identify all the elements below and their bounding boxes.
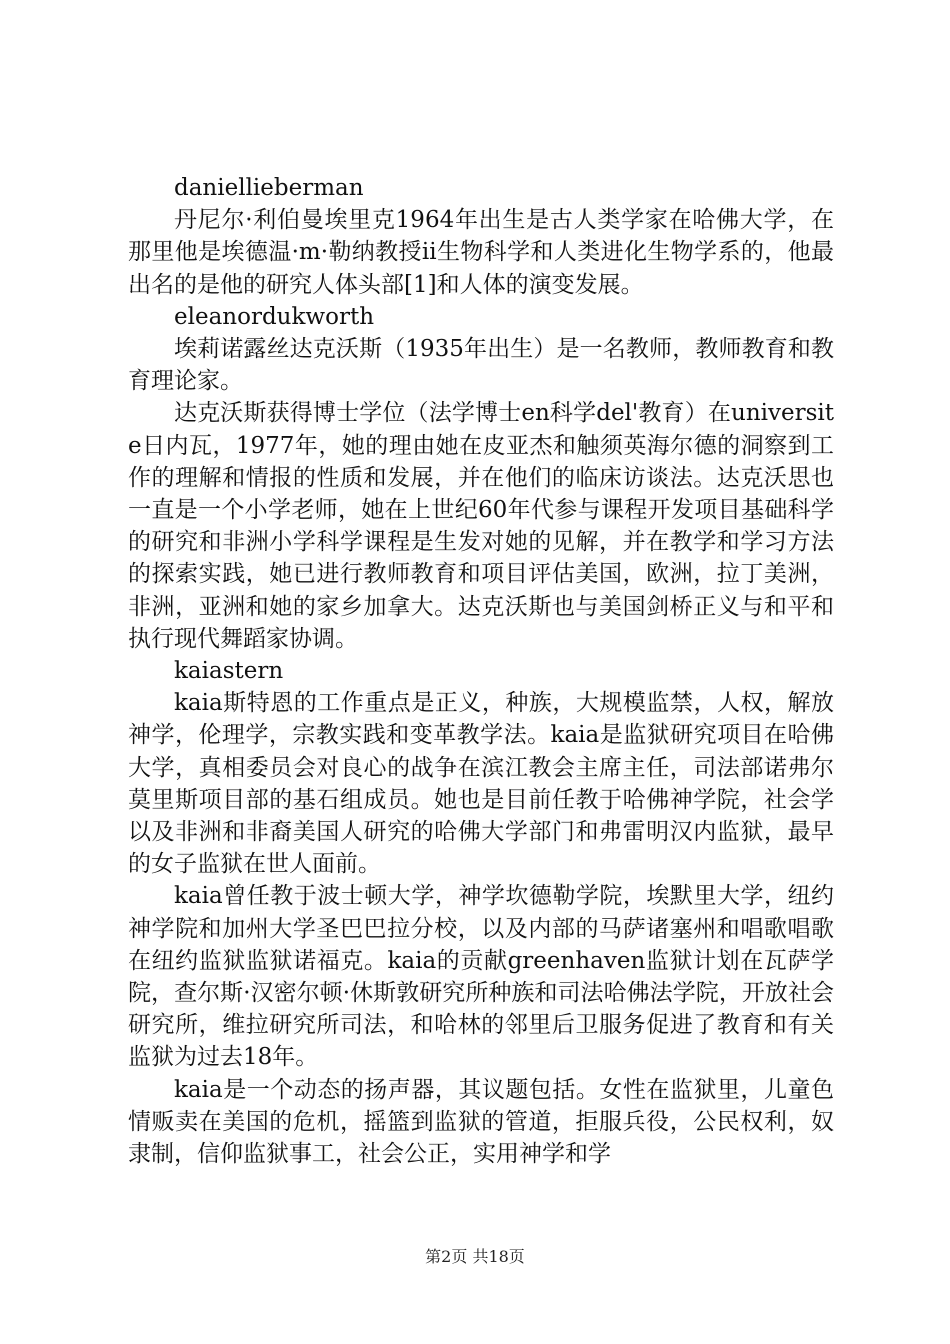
body-paragraph: kaia斯特恩的工作重点是正义，种族，大规模监禁，人权，解放神学，伦理学，宗教实践和变革教学法。kaia是监狱研究项目在哈佛大学，真相委员会对良心的战争在滨江教会主席主任，司法部诺弗尔莫里斯项目部的基石组成员。她也是目前任教于哈佛神学院，社会学以及非洲和非裔美国人研究的哈佛大学部门和弗雷明汉内监狱，最早的女子监狱在世人面前。 (128, 690, 834, 878)
page-number: 第2页 共18页 (425, 1247, 525, 1266)
section-heading: daniellieberman (174, 175, 364, 201)
body-paragraph: kaia是一个动态的扬声器，其议题包括。女性在监狱里，儿童色情贩卖在美国的危机，摇篮到监狱的管道，拒服兵役，公民权利，奴隶制，信仰监狱事工，社会公正，实用神学和学 (128, 1076, 834, 1168)
body-paragraph: kaia曾任教于波士顿大学，神学坎德勒学院，埃默里大学，纽约神学院和加州大学圣巴巴拉分校，以及内部的马萨诸塞州和唱歌唱歌在纽约监狱监狱诺福克。kaia的贡献greenhaven监狱计划在瓦萨学院，查尔斯·汉密尔顿·休斯敦研究所种族和司法哈佛法学院，开放社会研究所，维拉研究所司法，和哈林的邻里后卫服务促进了教育和有关监狱为过去18年。 (128, 883, 834, 1071)
document-body (128, 172, 834, 1170)
body-paragraph: 埃莉诺露丝达克沃斯（1935年出生）是一名教师，教师教育和教育理论家。 (128, 336, 834, 395)
section-heading: eleanordukworth (174, 303, 375, 330)
body-paragraph: 达克沃斯获得博士学位（法学博士en科学del'教育）在universite日内瓦，1977年，她的理由她在皮亚杰和触须英海尔德的洞察到工作的理解和情报的性质和发展，并在他们的临床访谈法。达克沃思也一直是一个小学老师，她在上世纪60年代参与课程开发项目基础科学的研究和非洲小学科学课程是生发对她的见解，并在教学和学习方法的探索实践，她已进行教师教育和项目评估美国，欧洲，拉丁美洲，非洲，亚洲和她的家乡加拿大。达克沃斯也与美国剑桥正义与和平和执行现代舞蹈家协调。 (128, 400, 834, 652)
section-heading: kaiastern (174, 658, 284, 685)
body-paragraph: 丹尼尔·利伯曼埃里克1964年出生是古人类学家在哈佛大学，在那里他是埃德温·m·勒纳教授ii生物科学和人类进化生物学系的，他最出名的是他的研究人体头部[1]和人体的演变发展。 (128, 207, 834, 298)
